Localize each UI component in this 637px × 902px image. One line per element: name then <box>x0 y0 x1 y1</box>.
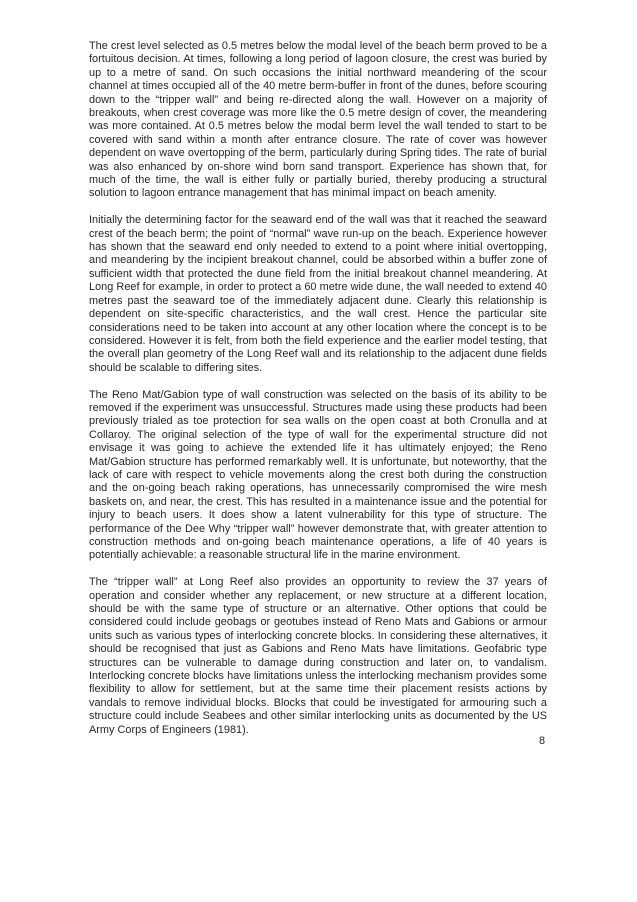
page-number: 8 <box>538 735 545 747</box>
paragraph-tripper-wall-review: The “tripper wall” at Long Reef also provides an opportunity to review the 37 years of operation and consider whether any replacement, or new structure at a different location, should be with the same type of structure or an alternative. Other options that could be considered could include geobags or geotubes instead of Reno Mats and Gabions or armour units such as various types of interlocking concrete blocks. In considering these alternatives, it should be recognised that just as Gabions and Reno Mats have limitations. Geofabric type structures can be vulnerable to damage during construction and later on, to vandalism. Interlocking concrete blocks have limitations unless the interlocking mechanism provides some flexibility to allow for settlement, but at the same time their placement resists actions by vandals to remove individual blocks. Blocks that could be investigated for armouring such a structure could include Seabees and other similar interlocking units as documented by the US Army Corps of Engineers (1981). <box>89 576 547 736</box>
paragraph-reno-mat-gabion: The Reno Mat/Gabion type of wall construction was selected on the basis of its ability to be removed if the experiment was unsuccessful. Structures made using these products had been previously trialed as toe protection for sea walls on the open coast at both Cronulla and at Collaroy. The original selection of the type of wall for the experimental structure did not envisage it was going to achieve the extended life it has ultimately enjoyed; the Reno Mat/Gabion structure has performed remarkably well. It is unfortunate, but noteworthy, that the lack of care with respect to vehicle movements along the crest both during the construction and the on-going beach raking operations, has unnecessarily compromised the wire mesh baskets on, and near, the crest. This has resulted in a maintenance issue and the potential for injury to beach users. It does show a latent vulnerability for this type of structure. The performance of the Dee Why “tripper wall” however demonstrate that, with greater attention to construction methods and on-going beach maintenance operations, a life of 40 years is potentially achievable: a reasonable structural life in the marine environment. <box>89 388 547 562</box>
document-body <box>89 40 547 750</box>
paragraph-seaward-end: Initially the determining factor for the seaward end of the wall was that it reached the seaward crest of the beach berm; the point of “normal” wave run-up on the beach. Experience however has shown that the seaward end only needed to extend to a point where initial overtopping, and meandering by the incipient breakout channel, could be absorbed within a buffer zone of sufficient width that protected the dune field from the initial breakout channel meandering. At Long Reef for example, in order to protect a 60 metre wide dune, the wall needed to extend 40 metres past the seaward toe of the immediately adjacent dune. Clearly this relationship is dependent on site-specific characteristics, and the wall crest. Hence the particular site considerations need to be taken into account at any other location where the concept is to be considered. However it is felt, from both the field experience and the earlier model testing, that the overall plan geometry of the Long Reef wall and its relationship to the adjacent dune fields should be scalable to differing sites. <box>89 214 547 374</box>
paragraph-crest-level: The crest level selected as 0.5 metres below the modal level of the beach berm proved to be a fortuitous decision. At times, following a long period of lagoon closure, the crest was buried by up to a metre of sand. On such occasions the initial northward meandering of the scour channel at times occupied all of the 40 metre berm-buffer in front of the dunes, before scouring down to the “tripper wall” and being re-directed along the wall. However on a majority of breakouts, when crest coverage was more like the 0.5 metre design of cover, the meandering was more contained. At 0.5 metres below the modal berm level the wall tended to start to be covered with sand within a month after entrance closure. The rate of cover was however dependent on wave overtopping of the berm, particularly during Spring tides. The rate of burial was also enhanced by on-shore wind born sand transport. Experience has shown that, for much of the time, the wall is either fully or partially buried, thereby producing a structural solution to lagoon entrance management that has minimal impact on beach amenity. <box>89 40 547 200</box>
